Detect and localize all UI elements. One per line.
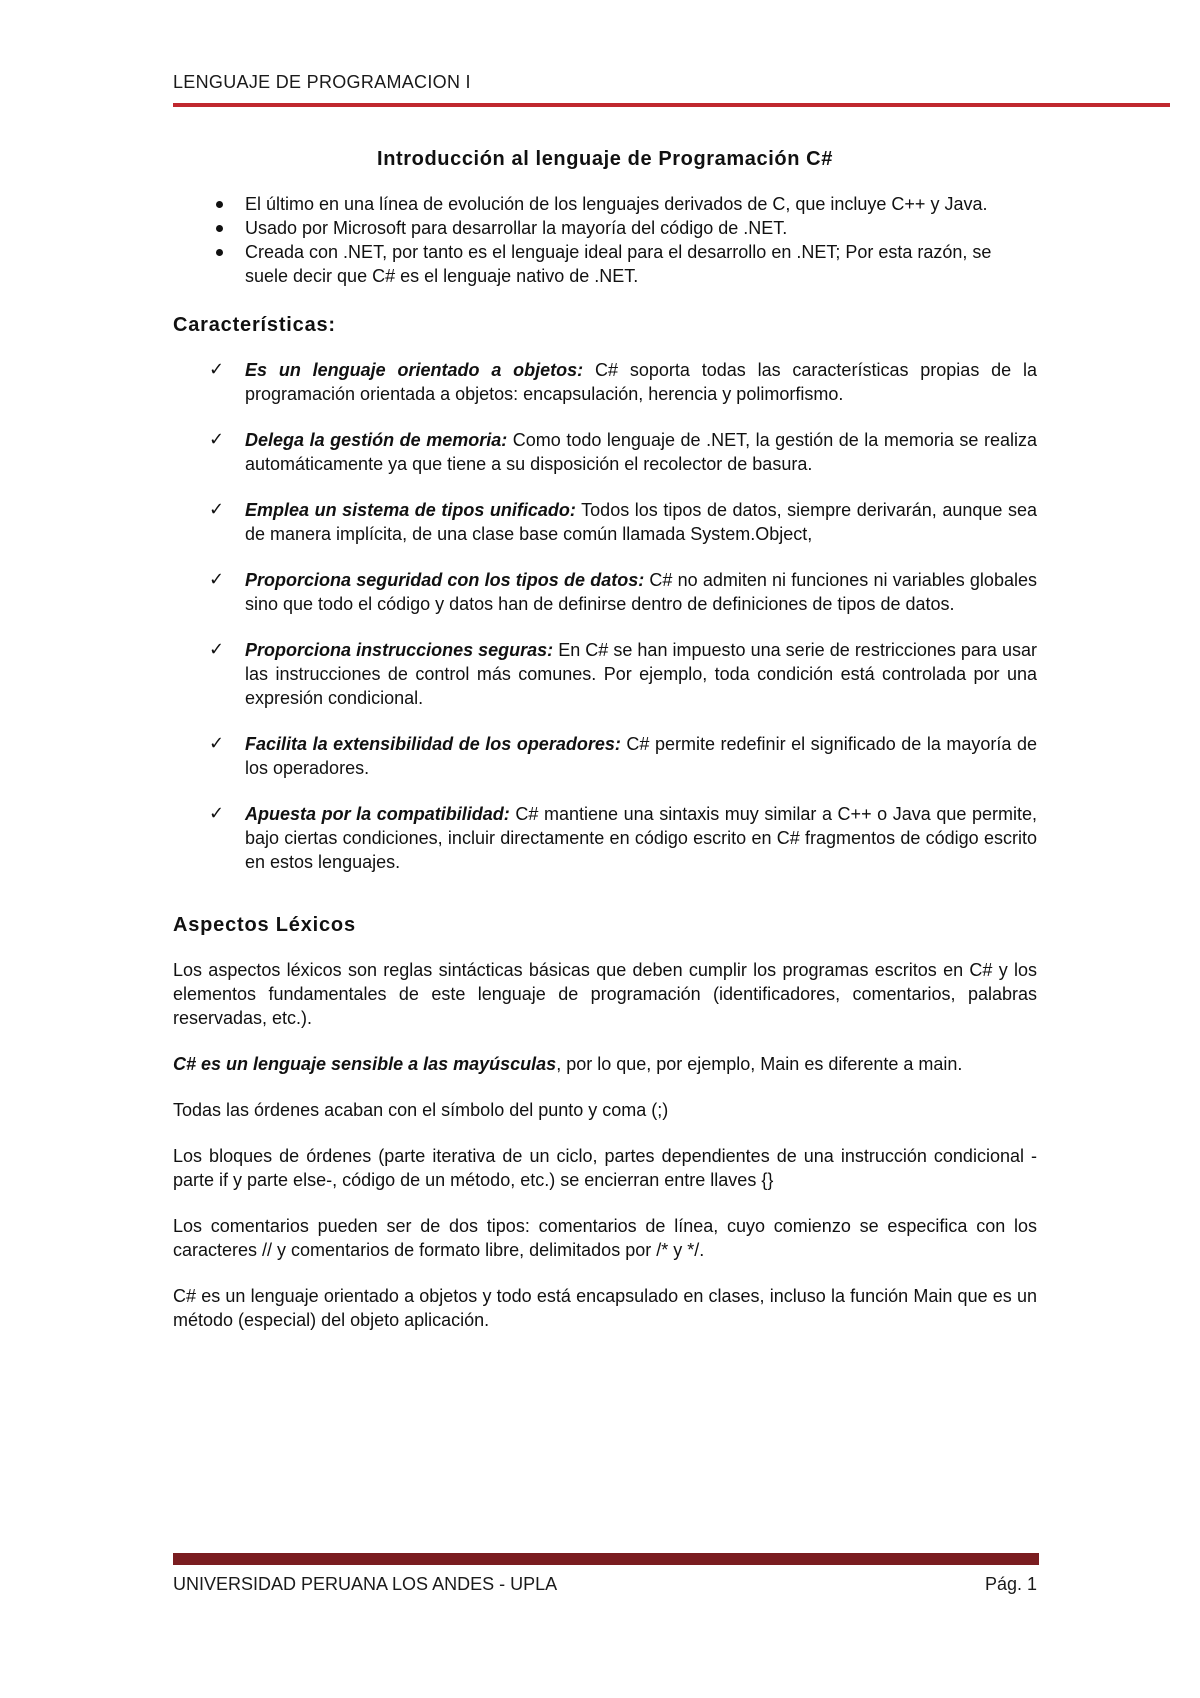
feature-text: C# no admiten ni funciones ni variables globales sino que todo el código y datos han de definirse dentro de definiciones de tipos de datos. <box>245 570 1037 614</box>
blocks-paragraph: Los bloques de órdenes (parte iterativa de un ciclo, partes dependientes de una instrucción condicional -parte if y parte else-, código de un método, etc.) se encierran entre llaves {} <box>173 1146 1037 1190</box>
feature-item <box>173 732 1037 780</box>
features-heading: Características: <box>173 314 336 336</box>
feature-text: C# permite redefinir el significado de la mayoría de los operadores. <box>245 734 1037 778</box>
checkmark-icon: ✓ <box>209 639 225 659</box>
case-sensitive-term: C# es un lenguaje sensible a las mayúsculas <box>173 1054 557 1074</box>
feature-item <box>173 358 1037 406</box>
lexical-paragraph: Los aspectos léxicos son reglas sintácticas básicas que deben cumplir los programas escritos en C# y los elementos fundamentales de este lenguaje de programación (identificadores, comentarios, palabras reservadas, etc.). <box>173 960 1037 1028</box>
intro-bullet: Creada con .NET, por tanto es el lenguaje ideal para el desarrollo en .NET; Por esta razón, se suele decir que C# es el lenguaje nativo de .NET. <box>173 240 1037 288</box>
feature-item <box>173 568 1037 616</box>
feature-text: Como todo lenguaje de .NET, la gestión de la memoria se realiza automáticamente ya que tiene a su disposición el recolector de basura. <box>245 430 1037 474</box>
feature-item <box>173 638 1037 710</box>
feature-term: Apuesta por la compatibilidad: <box>245 804 510 824</box>
checkmark-icon: ✓ <box>209 429 225 449</box>
header-divider <box>173 103 1170 107</box>
case-sensitive-paragraph <box>173 1052 1037 1076</box>
feature-term: Emplea un sistema de tipos unificado: <box>245 500 576 520</box>
feature-term: Es un lenguaje orientado a objetos: <box>245 360 584 380</box>
page-number: Pág. 1 <box>984 1574 1037 1594</box>
feature-item <box>173 802 1037 874</box>
case-sensitive-text: , por lo que, por ejemplo, Main es diferente a main. <box>556 1054 963 1074</box>
bullet-dot-icon <box>216 201 223 208</box>
footer-institution: UNIVERSIDAD PERUANA LOS ANDES - UPLA <box>173 1574 558 1594</box>
feature-term: Facilita la extensibilidad de los operadores: <box>245 734 621 754</box>
feature-text: Todos los tipos de datos, siempre derivarán, aunque sea de manera implícita, de una clase base común llamada System.Object, <box>245 500 1038 544</box>
feature-text: En C# se han impuesto una serie de restricciones para usar las instrucciones de control más comunes. Por ejemplo, toda condición está controlada por una expresión condicional. <box>245 640 1037 708</box>
semicolon-paragraph: Todas las órdenes acaban con el símbolo del punto y coma (;) <box>173 1100 669 1120</box>
features-list <box>173 358 1037 874</box>
bullet-dot-icon <box>216 249 223 256</box>
document-title: Introducción al lenguaje de Programación C# <box>377 148 833 170</box>
bullet-dot-icon <box>216 225 223 232</box>
intro-bullet: El último en una línea de evolución de los lenguajes derivados de C, que incluye C++ y Java. <box>173 192 1037 216</box>
checkmark-icon: ✓ <box>209 359 225 379</box>
feature-term: Delega la gestión de memoria: <box>245 430 508 450</box>
checkmark-icon: ✓ <box>209 733 225 753</box>
intro-bullet-list <box>173 192 1037 288</box>
intro-bullet: Usado por Microsoft para desarrollar la mayoría del código de .NET. <box>173 216 1037 240</box>
lexical-heading: Aspectos Léxicos <box>173 914 356 936</box>
oop-paragraph: C# es un lenguaje orientado a objetos y todo está encapsulado en clases, incluso la función Main que es un método (especial) del objeto aplicación. <box>173 1286 1037 1330</box>
page-header-title: LENGUAJE DE PROGRAMACION I <box>173 72 471 92</box>
footer-divider <box>173 1553 1039 1565</box>
feature-term: Proporciona seguridad con los tipos de datos: <box>245 570 645 590</box>
checkmark-icon: ✓ <box>209 499 225 519</box>
feature-item <box>173 428 1037 476</box>
checkmark-icon: ✓ <box>209 803 225 823</box>
checkmark-icon: ✓ <box>209 569 225 589</box>
feature-term: Proporciona instrucciones seguras: <box>245 640 554 660</box>
document-body <box>173 142 1037 1354</box>
feature-item <box>173 498 1037 546</box>
feature-text: C# mantiene una sintaxis muy similar a C++ o Java que permite, bajo ciertas condiciones, incluir directamente en código escrito en C# fragmentos de código escrito en estos lenguajes. <box>245 804 1037 872</box>
comments-paragraph: Los comentarios pueden ser de dos tipos: comentarios de línea, cuyo comienzo se especifica con los caracteres // y comentarios de formato libre, delimitados por /* y */. <box>173 1216 1037 1260</box>
feature-text: C# soporta todas las características propias de la programación orientada a objetos: encapsulación, herencia y polimorfismo. <box>245 360 1038 404</box>
